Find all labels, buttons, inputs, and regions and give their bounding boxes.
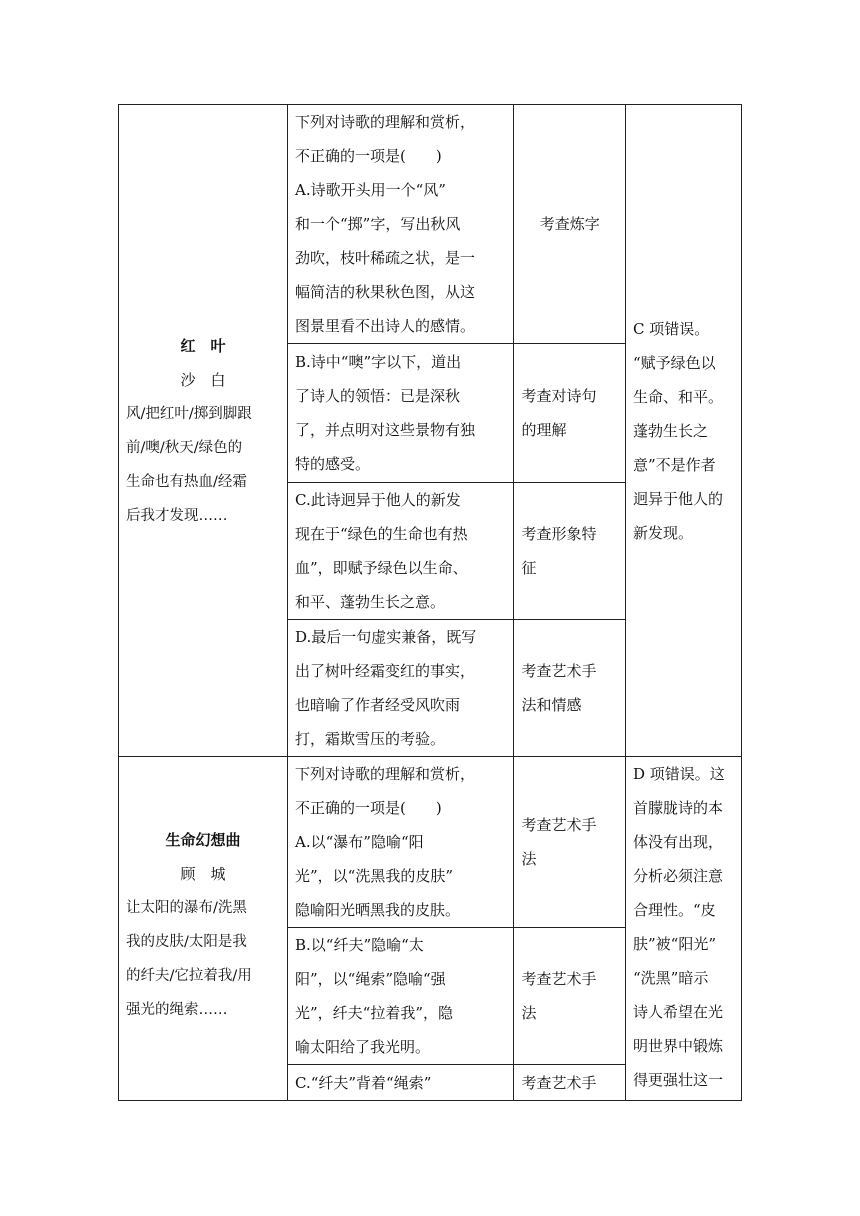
- text-line: 生命、和平。: [633, 387, 724, 406]
- text-line: 首朦胧诗的本: [633, 799, 724, 817]
- text-line: 得更强壮这一: [633, 1071, 724, 1089]
- text-line: 光”，纤夫“拉着我”，隐: [295, 1004, 454, 1022]
- poem-line: 生命也有热血/经霜: [126, 473, 247, 490]
- text-line: C 项错误。: [633, 319, 710, 338]
- text-line: 考查艺术手: [521, 662, 597, 680]
- answer-cell-2: [626, 757, 742, 1101]
- text-line: 了诗人的领悟：已是深秋: [295, 387, 461, 405]
- text-line: 意”不是作者: [633, 455, 716, 474]
- poem-author: 沙 白: [180, 370, 226, 389]
- poem-title: 生命幻想曲: [165, 831, 241, 849]
- table-row: [119, 757, 742, 928]
- text-line: 考查艺术手: [521, 1073, 597, 1092]
- poem-cell-2: [119, 757, 288, 1101]
- answer-cell-1: [626, 105, 742, 757]
- text-line: 法和情感: [521, 696, 582, 714]
- text-line: 合理性。“皮: [633, 901, 716, 919]
- text-line: 也暗喻了作者经受风吹雨: [295, 696, 461, 714]
- poem-line: 让太阳的瀑布/洗黑: [126, 900, 247, 916]
- poem-line: 前/噢/秋天/绿色的: [126, 439, 243, 456]
- text-line: 阳”，以“绳索”隐喻“强: [295, 970, 446, 988]
- text-line: 图景里看不出诗人的感情。: [295, 317, 476, 335]
- option-cell: [288, 1065, 514, 1101]
- poem-line: 的纤夫/它拉着我/用: [126, 968, 252, 984]
- text-line: 考查艺术手: [521, 816, 597, 834]
- text-line: 了，并点明对这些景物有独: [295, 421, 476, 439]
- text-line: 不正确的一项是( ): [295, 799, 442, 817]
- poem-line: 强光的绳索……: [126, 1002, 228, 1018]
- option-cell: [288, 344, 514, 483]
- text-line: D.最后一句虚实兼备，既写: [295, 628, 477, 646]
- text-line: 和平、蓬勃生长之意。: [295, 593, 446, 611]
- text-line: B.以“纤夫”隐喻“太: [295, 936, 424, 954]
- text-line: 出了树叶经霜变红的事实，: [295, 662, 476, 680]
- text-line: D 项错误。这: [633, 765, 725, 783]
- point-cell: [514, 757, 626, 928]
- text-line: A.诗歌开头用一个“风”: [295, 181, 446, 199]
- poem-text: [126, 397, 280, 533]
- text-line: 喻太阳给了我光明。: [295, 1038, 431, 1056]
- text-line: 考查艺术手: [521, 970, 597, 988]
- poem-line: 风/把红叶/掷到脚跟: [126, 405, 252, 422]
- table-row: [119, 105, 742, 344]
- text-line: 法: [521, 1004, 537, 1022]
- text-line: 诗人希望在光: [633, 1003, 724, 1021]
- text-line: 迥异于他人的: [633, 489, 724, 508]
- text-line: C.“纤夫”背着“绳索”: [295, 1073, 432, 1092]
- text-line: 考查对诗句: [521, 387, 597, 405]
- text-line: 下列对诗歌的理解和赏析，: [295, 113, 476, 131]
- text-line: 不正确的一项是( ): [295, 147, 442, 165]
- text-line: 现在于“绿色的生命也有热: [295, 525, 468, 543]
- text-line: 光”，以“洗黑我的皮肤”: [295, 867, 454, 885]
- text-line: 考查炼字: [539, 215, 600, 233]
- point-cell: [514, 105, 626, 344]
- poem-title: 红 叶: [180, 336, 226, 355]
- text-line: 蓬勃生长之: [633, 421, 709, 440]
- text-line: 劲吹，枝叶稀疏之状，是一: [295, 249, 476, 267]
- point-cell: [514, 620, 626, 757]
- text-line: “赋予绿色以: [633, 353, 716, 372]
- text-line: 明世界中锻炼: [633, 1037, 724, 1055]
- point-cell: [514, 483, 626, 620]
- text-line: 的理解: [521, 421, 567, 439]
- exam-analysis-table: [118, 104, 742, 1101]
- text-line: 考查形象特: [521, 525, 597, 543]
- text-line: A.以“瀑布”隐喻“阳: [295, 833, 424, 851]
- option-cell: [288, 620, 514, 757]
- poem-line: 我的皮肤/太阳是我: [126, 934, 247, 950]
- text-line: 法: [521, 850, 537, 868]
- poem-line: 后我才发现……: [126, 507, 228, 524]
- text-line: 体没有出现，: [633, 833, 724, 851]
- text-line: 隐喻阳光晒黑我的皮肤。: [295, 901, 461, 919]
- text-line: 肤”被“阳光”: [633, 935, 717, 953]
- text-line: 和一个“掷”字，写出秋风: [295, 215, 461, 233]
- option-cell: [288, 928, 514, 1065]
- text-line: 下列对诗歌的理解和赏析，: [295, 765, 476, 783]
- point-cell: [514, 928, 626, 1065]
- text-line: 分析必须注意: [633, 867, 724, 885]
- poem-author: 顾 城: [180, 865, 226, 883]
- text-line: B.诗中“噢”字以下，道出: [295, 353, 462, 371]
- text-line: “洗黑”暗示: [633, 969, 709, 987]
- point-cell: [514, 1065, 626, 1101]
- option-cell: [288, 757, 514, 928]
- point-cell: [514, 344, 626, 483]
- text-line: 特的感受。: [295, 455, 371, 473]
- option-cell: [288, 483, 514, 620]
- option-cell: [288, 105, 514, 344]
- text-line: 血”，即赋予绿色以生命、: [295, 559, 468, 577]
- text-line: C.此诗迥异于他人的新发: [295, 491, 461, 509]
- text-line: 征: [521, 559, 537, 577]
- text-line: 打，霜欺雪压的考验。: [295, 730, 446, 748]
- poem-cell-1: [119, 105, 288, 757]
- text-line: 幅简洁的秋果秋色图，从这: [295, 283, 476, 301]
- poem-text: [126, 891, 280, 1027]
- text-line: 新发现。: [633, 523, 694, 542]
